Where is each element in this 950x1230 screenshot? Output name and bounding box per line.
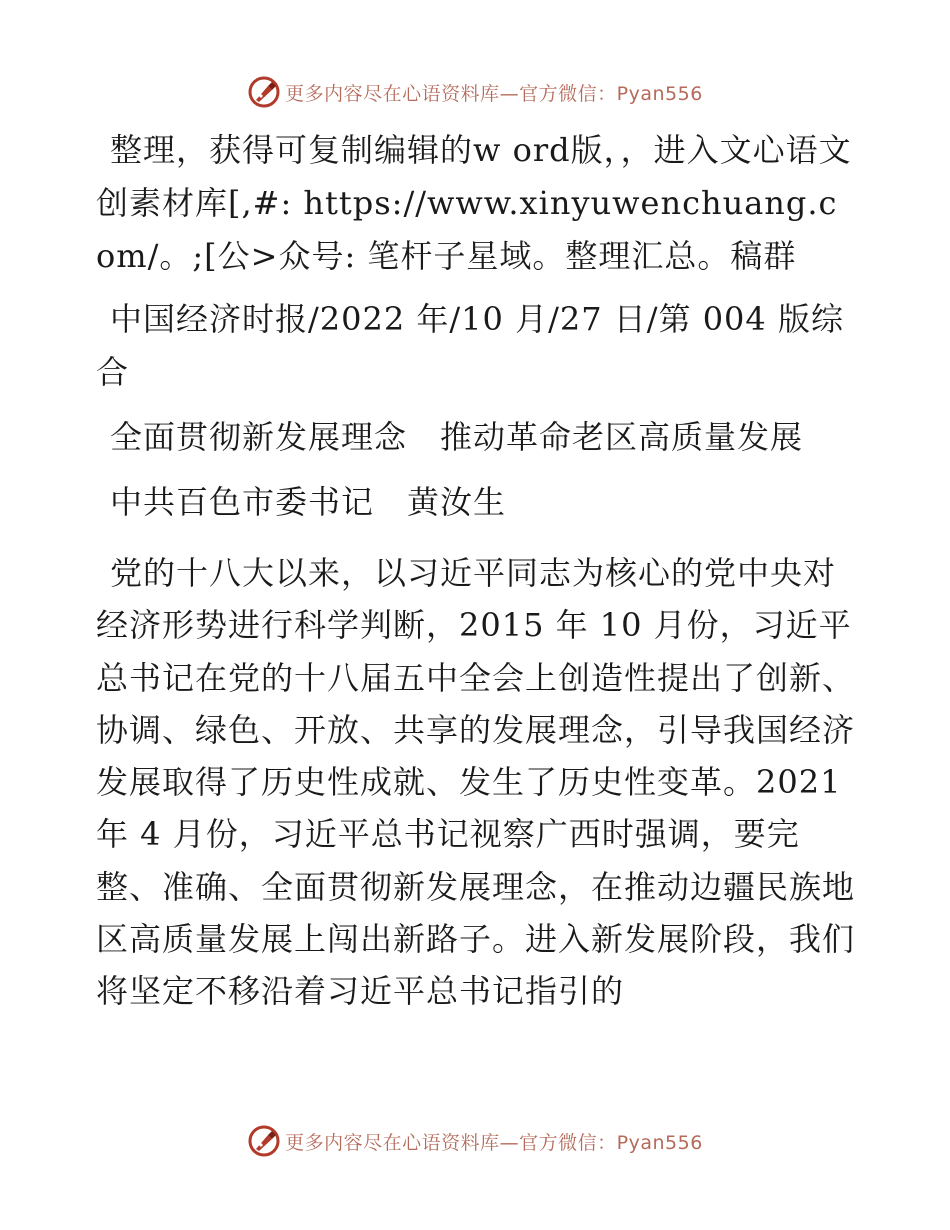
document-body (96, 120, 856, 1018)
watermark-text: 更多内容尽在心语资料库—官方微信：Pyan556 (285, 82, 703, 105)
pen-nib-logo-icon (247, 1124, 281, 1158)
intro-paragraph: 整理，获得可复制编辑的w ord版，，进入文心语文创素材库[,#: https://www.xinyuwenchuang.com/。;[公>众号: 笔杆子星域。整理汇总。稿群 (96, 131, 852, 275)
watermark-text: 更多内容尽在心语资料库—官方微信：Pyan556 (285, 1131, 703, 1154)
pen-nib-logo-icon (247, 75, 281, 109)
source-line: 中国经济时报/2022 年/10 月/27 日/第 004 版综合 (96, 300, 844, 391)
footer-watermark (0, 1121, 950, 1161)
article-author: 中共百色市委书记 黄汝生 (110, 483, 507, 521)
header-watermark (0, 72, 950, 112)
article-title: 全面贯彻新发展理念 推动革命老区高质量发展 (110, 418, 804, 456)
body-paragraph: 党的十八大以来，以习近平同志为核心的党中央对经济形势进行科学判断，2015 年 10 月份，习近平总书记在党的十八届五中全会上创造性提出了创新、协调、绿色、开放、共享的发展理念，引导我国经济发展取得了历史性成就、发生了历史性变革。2021 年 4 月份，习近平总书记视察广西时强调，要完整、准确、全面贯彻新发展理念，在推动边疆民族地区高质量发展上闯出新路子。进入新发展阶段，我们将坚定不移沿着习近平总书记指引的 (96, 554, 856, 1011)
